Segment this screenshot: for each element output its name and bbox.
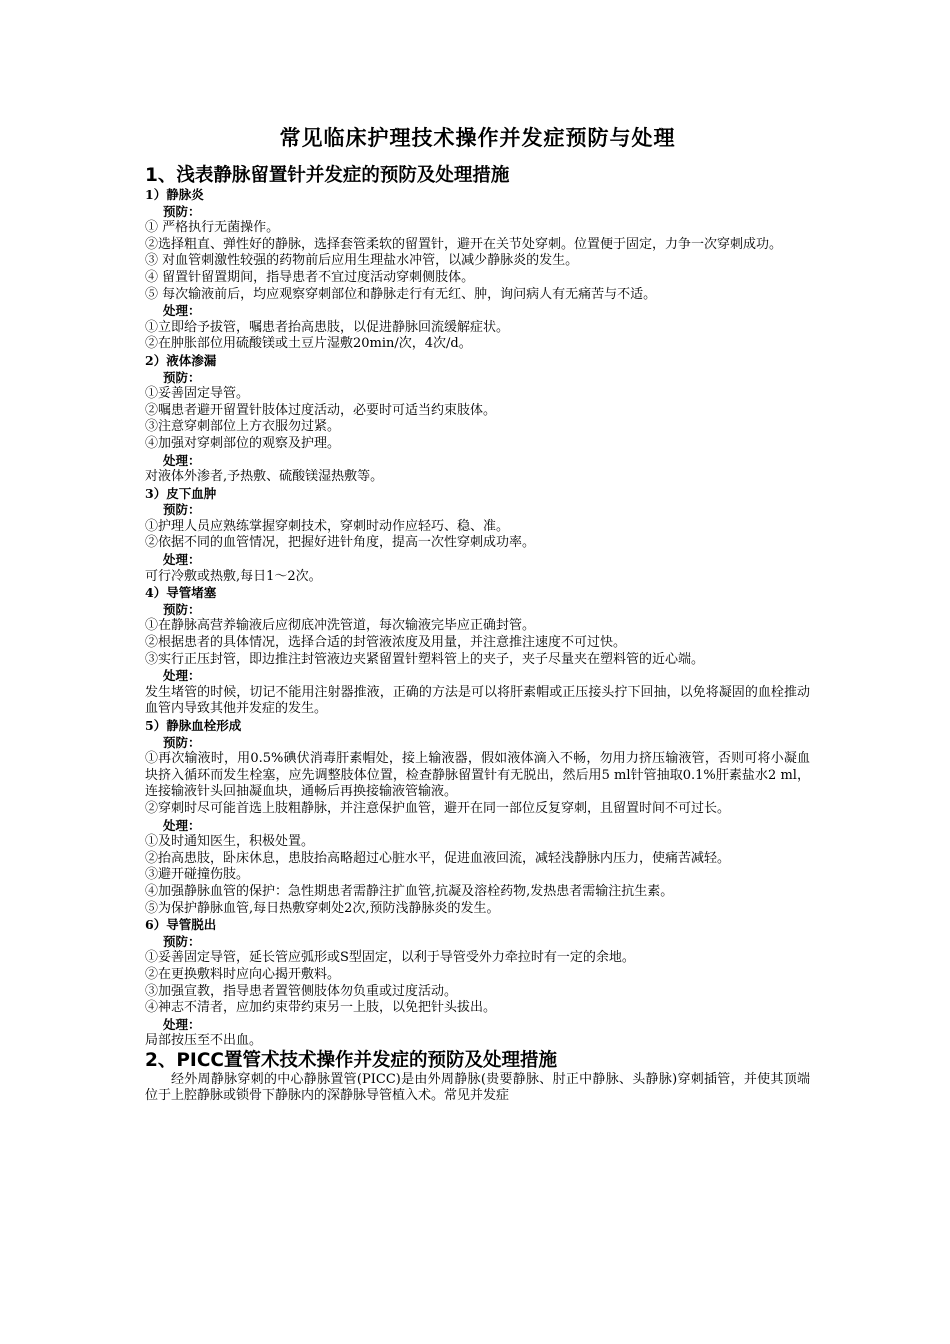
treatment-item: ②在肿胀部位用硫酸镁或土豆片湿敷20min/次，4次/d。	[145, 336, 472, 352]
subsection-heading: 5）静脉血栓形成	[145, 718, 242, 733]
prevention-item: ②依据不同的血管情况，把握好进针角度，提高一次性穿刺成功率。	[145, 535, 536, 551]
treatment-item: ①及时通知医生，积极处置。	[145, 834, 315, 850]
prevention-label: 预防：	[163, 369, 201, 385]
prevention-item: ③加强宣教，指导患者置管侧肢体勿负重或过度活动。	[145, 983, 458, 999]
subsection-4	[145, 585, 810, 718]
prevention-item: ②根据患者的具体情况，选择合适的封管液浓度及用量，并注意推注速度不可过快。	[145, 635, 627, 651]
prevention-item: ②穿刺时尽可能首选上肢粗静脉，并注意保护血管，避开在同一部位反复穿刺，且留置时间不可过长。	[145, 800, 731, 816]
prevention-label: 预防：	[163, 502, 201, 518]
prevention-item: ③ 对血管刺激性较强的药物前后应用生理盐水冲管，以减少静脉炎的发生。	[145, 253, 579, 269]
prevention-item: ③注意穿刺部位上方衣服勿过紧。	[145, 419, 341, 435]
subsection-5	[145, 718, 810, 917]
subsection-heading: 2）液体渗漏	[145, 352, 217, 368]
prevention-label: 预防：	[163, 601, 201, 617]
subsection-heading: 3）皮下血肿	[145, 485, 217, 501]
subsection-heading: 4）导管堵塞	[145, 585, 217, 601]
treatment-label: 处理：	[163, 817, 201, 833]
section-heading: 1、浅表静脉留置针并发症的预防及处理措施	[145, 165, 510, 186]
prevention-item: ②在更换敷料时应向心揭开敷料。	[145, 966, 341, 982]
sections-container	[145, 165, 810, 1105]
prevention-item: ① 严格执行无菌操作。	[145, 220, 280, 236]
prevention-item: ④加强对穿刺部位的观察及护理。	[145, 435, 341, 451]
treatment-label: 处理：	[163, 303, 201, 319]
document-body	[145, 125, 810, 1105]
prevention-label: 预防：	[163, 203, 201, 219]
subsection-heading: 6）导管脱出	[145, 917, 217, 933]
prevention-item: ④ 留置针留置期间，指导患者不宜过度活动穿刺侧肢体。	[145, 269, 475, 285]
treatment-label: 处理：	[163, 668, 201, 684]
subsection-3	[145, 486, 810, 586]
prevention-item: ①再次输液时，用0.5%碘伏消毒肝素帽处，接上输液器，假如液体滴入不畅，勿用力挤压输液管，否则可将小凝血块挤入循环而发生栓塞，应先调整肢体位置，检查静脉留置针有无脱出，然后用5 ml针管抽取0.1%肝素盐水2 ml，连接输液针头回抽凝血块，通畅后再换接输液管输液。	[145, 751, 810, 800]
treatment-item: ③避开碰撞伤肢。	[145, 867, 250, 883]
treatment-item: ④加强静脉血管的保护：急性期患者需静注扩血管,抗凝及溶栓药物,发热患者需输注抗生素。	[145, 883, 674, 899]
prevention-item: ①妥善固定导管，延长管应弧形或S型固定，以利于导管受外力牵拉时有一定的余地。	[145, 950, 635, 966]
treatment-label: 处理：	[163, 552, 201, 568]
prevention-item: ②嘱患者避开留置针肢体过度活动，必要时可适当约束肢体。	[145, 402, 497, 418]
section-heading: 2、PICC置管术技术操作并发症的预防及处理措施	[145, 1049, 557, 1071]
subsection-2	[145, 353, 810, 486]
prevention-item: ③实行正压封管，即边推注封管液边夹紧留置针塑料管上的夹子，夹子尽量夹在塑料管的近心端。	[145, 651, 705, 667]
prevention-label: 预防：	[163, 933, 201, 949]
section-intro: 经外周静脉穿刺的中心静脉置管(PICC)是由外周静脉(贵要静脉、肘正中静脉、头静脉)穿刺插管，并使其顶端位于上腔静脉或锁骨下静脉内的深静脉导管植入术。常见并发症	[145, 1071, 810, 1104]
treatment-item: ②抬高患肢，卧床休息，患肢抬高略超过心脏水平，促进血液回流，减轻浅静脉内压力，使痛苦减轻。	[145, 850, 731, 866]
treatment-item: 可行冷敷或热敷,每日1～2次。	[145, 568, 322, 584]
subsection-heading: 1）静脉炎	[145, 187, 204, 202]
treatment-item: ⑤为保护静脉血管,每日热敷穿刺处2次,预防浅静脉炎的发生。	[145, 900, 500, 916]
prevention-item: ①妥善固定导管。	[145, 386, 250, 402]
subsection-6	[145, 917, 810, 1050]
subsection-1	[145, 187, 810, 353]
prevention-item: ①护理人员应熟练掌握穿刺技术，穿刺时动作应轻巧、稳、准。	[145, 518, 510, 534]
prevention-item: ②选择粗直、弹性好的静脉，选择套管柔软的留置针，避开在关节处穿刺。位置便于固定，力争一次穿刺成功。	[145, 236, 783, 252]
treatment-label: 处理：	[163, 452, 201, 468]
section-2	[145, 1050, 810, 1105]
section-1	[145, 165, 810, 1050]
prevention-label: 预防：	[163, 734, 201, 750]
treatment-item: ①立即给予拔管，嘱患者抬高患肢，以促进静脉回流缓解症状。	[145, 319, 510, 335]
document-title: 常见临床护理技术操作并发症预防与处理	[279, 126, 676, 150]
treatment-item: 局部按压至不出血。	[145, 1033, 263, 1049]
prevention-item: ④神志不清者，应加约束带约束另一上肢，以免把针头拔出。	[145, 1000, 497, 1016]
treatment-label: 处理：	[163, 1016, 201, 1032]
prevention-item: ①在静脉高营养输液后应彻底冲洗管道，每次输液完毕应正确封管。	[145, 618, 536, 634]
prevention-item: ⑤ 每次输液前后，均应观察穿刺部位和静脉走行有无红、肿，询问病人有无痛苦与不适。	[145, 286, 657, 302]
treatment-item: 对液体外渗者,予热敷、硫酸镁湿热敷等。	[145, 469, 384, 485]
treatment-item: 发生堵管的时候，切记不能用注射器推液，正确的方法是可以将肝素帽或正压接头拧下回抽，以免将凝固的血栓推动血管内导致其他并发症的发生。	[145, 684, 810, 717]
